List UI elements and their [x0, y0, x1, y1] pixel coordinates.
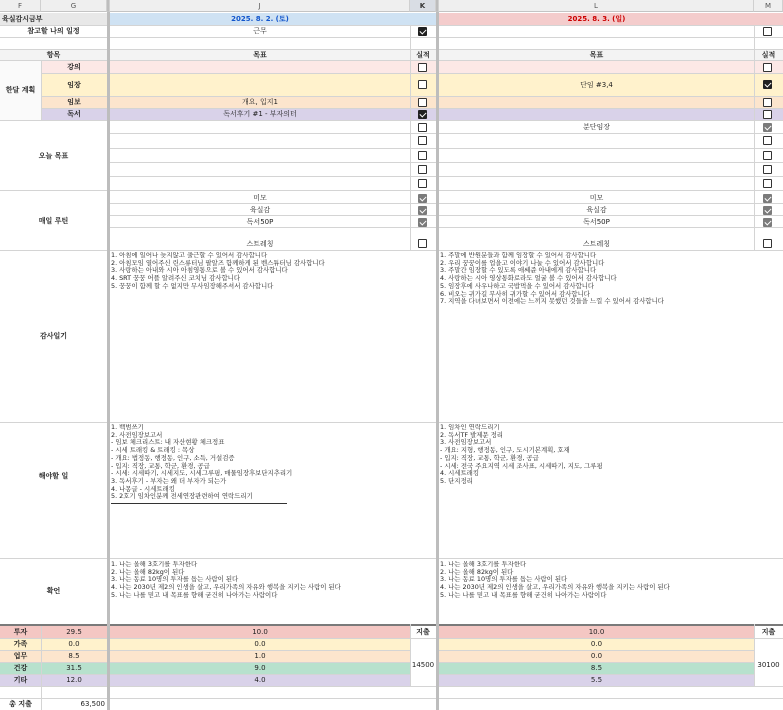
day1-routine-checkbox-4[interactable] — [418, 239, 427, 248]
stat-name-etc[interactable]: 기타 — [13, 676, 28, 684]
day2-stat-invest[interactable]: 10.0 — [588, 628, 605, 636]
day2-routine-1[interactable]: 미모 — [589, 194, 604, 202]
day1-todo-text[interactable]: 1. 백범쓰기 2. 사전임장보고서 - 임보 체크리스트: 내 자산현황 체크정표 - 시세 트래킹 & 트래킹 : 목상 - 개요: 법정동, 행정동, 인구, 소득, 거설검증 - 입지: 직장, 교통, 학군, 환경, 공급 - 시세: 시세따기, 시세지도, 시세그루핑, 매물임장후보단지추리기 3. 독서후기 - 부자는 왜 더 부자가 되는가 4. 나몽글 - 시세트래킹 5. 2호기 임차인분께 전세연장관련하여 연락드리기 — [111, 424, 293, 501]
day2-routine-checkbox-2[interactable] — [763, 206, 772, 215]
column-header-g[interactable]: G — [41, 0, 107, 12]
day2-stat-health[interactable]: 8.5 — [590, 664, 603, 672]
day2-goal-checkbox-4[interactable] — [763, 165, 772, 174]
grid-line — [110, 133, 783, 134]
day1-goal-checkbox-2[interactable] — [418, 136, 427, 145]
day1-spend-label[interactable]: 지출 — [416, 628, 430, 636]
day1-stat-etc[interactable]: 4.0 — [254, 676, 266, 684]
stat-name-family[interactable]: 가족 — [13, 640, 28, 648]
total-spend-value[interactable]: 63,500 — [80, 700, 105, 708]
grid-line — [110, 148, 783, 149]
day1-goal-checkbox-5[interactable] — [418, 179, 427, 188]
day2-stat-etc[interactable]: 5.5 — [590, 676, 603, 684]
grid-line — [110, 162, 783, 163]
day1-goal-header[interactable]: 목표 — [253, 51, 267, 59]
day1-routine-checkbox-3[interactable] — [418, 218, 427, 227]
hidden-col-divider-2 — [436, 12, 439, 710]
day1-result-header[interactable]: 실적 — [416, 51, 430, 59]
stat-name-health[interactable]: 건강 — [13, 664, 28, 672]
stat-name-work[interactable]: 업무 — [13, 652, 28, 660]
todo-label[interactable]: 해야할 일 — [38, 472, 69, 480]
day2-goal-checkbox-3[interactable] — [763, 151, 772, 160]
day2-imjang-checkbox[interactable] — [763, 80, 772, 89]
day2-gratitude-text[interactable]: 1. 주말에 반원분들과 함께 임장할 수 있어서 감사합니다 2. 우리 꿍꿍이를 업을고 이야기 나눌 수 있어서 감사합니다 3. 주말간 임장할 수 있도록 애쎄쥰 아내에게 감사합니다 4. 사랑하는 시아 영상통화로라도 얼굴 볼 수 있어서 감사합니다 5. 임장후에 사우나하고 국밥먹을 수 있어서 감사합니다 6. 비오는 귀가길 무사히 귀가할 수 있어서 감사합니다 7. 지역을 다녀보면서 이전에는 느끼지 못했던 것들을 느낄 수 있어서 감사합니다 — [440, 252, 664, 306]
day1-lecture-checkbox[interactable] — [418, 63, 427, 72]
stat-total-work[interactable]: 8.5 — [68, 652, 80, 660]
day1-imjang-checkbox[interactable] — [418, 80, 427, 89]
grid-line — [110, 227, 783, 228]
day1-routine-1[interactable]: 미모 — [253, 194, 267, 202]
day2-routine-2[interactable]: 육실감 — [586, 206, 607, 214]
stat-total-invest[interactable]: 29.5 — [66, 628, 82, 636]
day2-affirmation-text[interactable]: 1. 나는 올해 3호기를 투자한다 2. 나는 올해 82kg이 된다 3. 나는 동료 10명의 투자를 돕는 사람이 된다 4. 나는 2030년 제2의 인생을 살고, 우리가족의 자유와 행복을 지키는 사람이 된다 5. 나는 나를 믿고 내 목표를 향해 굳건히 나아가는 사람이다 — [440, 561, 670, 599]
day1-stat-invest[interactable]: 10.0 — [252, 628, 268, 636]
stat-name-invest[interactable]: 투자 — [13, 628, 28, 636]
total-spend-label[interactable]: 총 지출 — [9, 700, 32, 708]
day1-imbo-checkbox[interactable] — [418, 98, 427, 107]
grid-line — [110, 203, 783, 204]
routine-label[interactable]: 매일 루틴 — [38, 217, 69, 225]
day2-reading-checkbox[interactable] — [763, 110, 772, 119]
day2-stat-family[interactable]: 0.0 — [590, 640, 603, 648]
column-header-l[interactable]: L — [439, 0, 754, 12]
day1-routine-2[interactable]: 육실감 — [249, 206, 271, 214]
grid-line — [0, 558, 783, 559]
grid-line — [0, 37, 783, 38]
monthly-row-lecture[interactable]: 강의 — [67, 63, 81, 71]
day1-goal-checkbox-3[interactable] — [418, 151, 427, 160]
affirmation-label[interactable]: 확언 — [46, 587, 61, 595]
day1-routine-4[interactable]: 스트레칭 — [246, 240, 274, 248]
day1-imbo-goal[interactable]: 개요, 입지1 — [242, 98, 278, 106]
day2-imbo-checkbox[interactable] — [763, 98, 772, 107]
grid-line — [0, 686, 783, 687]
day1-routine-checkbox-2[interactable] — [418, 206, 427, 215]
day2-routine-checkbox-4[interactable] — [763, 239, 772, 248]
day2-routine-checkbox-1[interactable] — [763, 194, 772, 203]
day2-routine-checkbox-3[interactable] — [763, 218, 772, 227]
sheet-title[interactable]: 육실감시금부 — [2, 15, 43, 23]
day2-spend-value[interactable]: 30100 — [757, 661, 780, 669]
day1-affirmation-text[interactable]: 1. 나는 올해 3호기를 투자한다 2. 나는 올해 82kg이 된다 3. 나는 동료 10명의 투자를 돕는 사람이 된다 4. 나는 2030년 제2의 인생을 살고, 우리가족의 자유와 행복을 지키는 사람이 된다 5. 나는 나를 믿고 내 목표를 향해 굳건히 나아가는 사람이다 — [111, 561, 341, 599]
stat-total-family[interactable]: 0.0 — [68, 640, 80, 648]
day2-result-header[interactable]: 실적 — [761, 51, 776, 59]
grid-line — [0, 120, 783, 121]
grid-line — [0, 624, 783, 626]
day1-spend-value[interactable]: 14500 — [411, 661, 435, 669]
day2-routine-3[interactable]: 독서50P — [583, 218, 610, 226]
monthly-plan-label[interactable]: 한달 계획 — [5, 86, 36, 94]
stat-total-health[interactable]: 31.5 — [66, 664, 82, 672]
day2-lecture-checkbox[interactable] — [763, 63, 772, 72]
monthly-row-imjang[interactable]: 임장 — [67, 81, 81, 89]
today-goal-label[interactable]: 오늘 목표 — [38, 152, 69, 160]
day2-todo-text[interactable]: 1. 임차인 연락드리기 2. 독서TF 발제문 정리 3. 사전임장보고서 - 개요: 지형, 행정동, 인구, 도시기본계획, 호재 - 입지: 직장, 교통, 학군, 환경, 공급 - 시세: 전국 주요지역 시세 조사표, 시세따기, 지도, 그루핑 4. 시세트래킹 5. 단지정리 — [440, 424, 603, 485]
day2-goal-checkbox-2[interactable] — [763, 136, 772, 145]
day1-stat-work[interactable]: 1.0 — [254, 652, 266, 660]
grid-line — [41, 73, 783, 74]
grid-line — [110, 176, 783, 177]
day2-imjang-goal[interactable]: 단임 #3,4 — [580, 81, 613, 89]
grid-line — [110, 215, 783, 216]
day1-reference-value[interactable]: 근무 — [253, 27, 267, 35]
day1-reading-checkbox[interactable] — [418, 110, 427, 119]
day1-stat-family[interactable]: 0.0 — [254, 640, 266, 648]
column-header-m[interactable]: M — [754, 0, 783, 12]
day1-gratitude-text[interactable]: 1. 아침에 일어나 늦지않고 출근할 수 있어서 감사합니다 2. 아침모임 열어주신 린스류터님 팔알즈 함께하게 된 벤스튜터님 감사합니다 3. 사랑하는 아내와 시아 아침영통으로 볼 수 있어서 감사합니다 4. SRT 꿍꿍 어플 알려주신 코치님 감사합니다 5. 꿍꿍이 함께 할 수 없지만 무사임장해주셔서 감사합니다 — [111, 252, 325, 290]
day2-goal-checkbox-1[interactable] — [763, 123, 772, 132]
day1-routine-3[interactable]: 독서50P — [246, 218, 274, 226]
day2-today-goal-1[interactable]: 분단임장 — [582, 123, 611, 131]
day1-reference-checkbox[interactable] — [418, 27, 427, 36]
column-header-k[interactable]: K — [410, 0, 436, 12]
column-header-f[interactable]: F — [0, 0, 41, 12]
monthly-row-imbo[interactable]: 임보 — [67, 98, 81, 106]
grid-line — [0, 190, 783, 191]
day2-goal-checkbox-5[interactable] — [763, 179, 772, 188]
stat-total-etc[interactable]: 12.0 — [66, 676, 82, 684]
item-header[interactable]: 항목 — [46, 51, 61, 59]
day1-date[interactable]: 2025. 8. 2. (토) — [231, 15, 289, 23]
grid-line — [0, 698, 783, 699]
lecture-row-bg — [41, 61, 783, 73]
strikethrough-line — [111, 503, 287, 504]
day1-goal-checkbox-1[interactable] — [418, 123, 427, 132]
day1-stat-health[interactable]: 9.0 — [254, 664, 266, 672]
day1-goal-checkbox-4[interactable] — [418, 165, 427, 174]
day2-reference-checkbox[interactable] — [763, 27, 772, 36]
monthly-row-reading[interactable]: 독서 — [67, 110, 81, 118]
day2-spend-label[interactable]: 지출 — [761, 628, 776, 636]
day1-reading-goal[interactable]: 독서후기 #1 - 부자의터 — [223, 110, 297, 118]
day2-date[interactable]: 2025. 8. 3. (일) — [567, 15, 626, 23]
grid-line — [0, 250, 783, 251]
gratitude-label[interactable]: 감사일기 — [39, 332, 68, 340]
day1-routine-checkbox-1[interactable] — [418, 194, 427, 203]
column-header-j[interactable]: J — [110, 0, 410, 12]
day2-stat-work[interactable]: 0.0 — [590, 652, 603, 660]
grid-line — [0, 60, 783, 61]
reference-label[interactable]: 참고할 나의 일정 — [27, 27, 80, 35]
day2-routine-4[interactable]: 스트레칭 — [582, 240, 611, 248]
grid-line — [0, 422, 783, 423]
day2-goal-header[interactable]: 목표 — [589, 51, 604, 59]
